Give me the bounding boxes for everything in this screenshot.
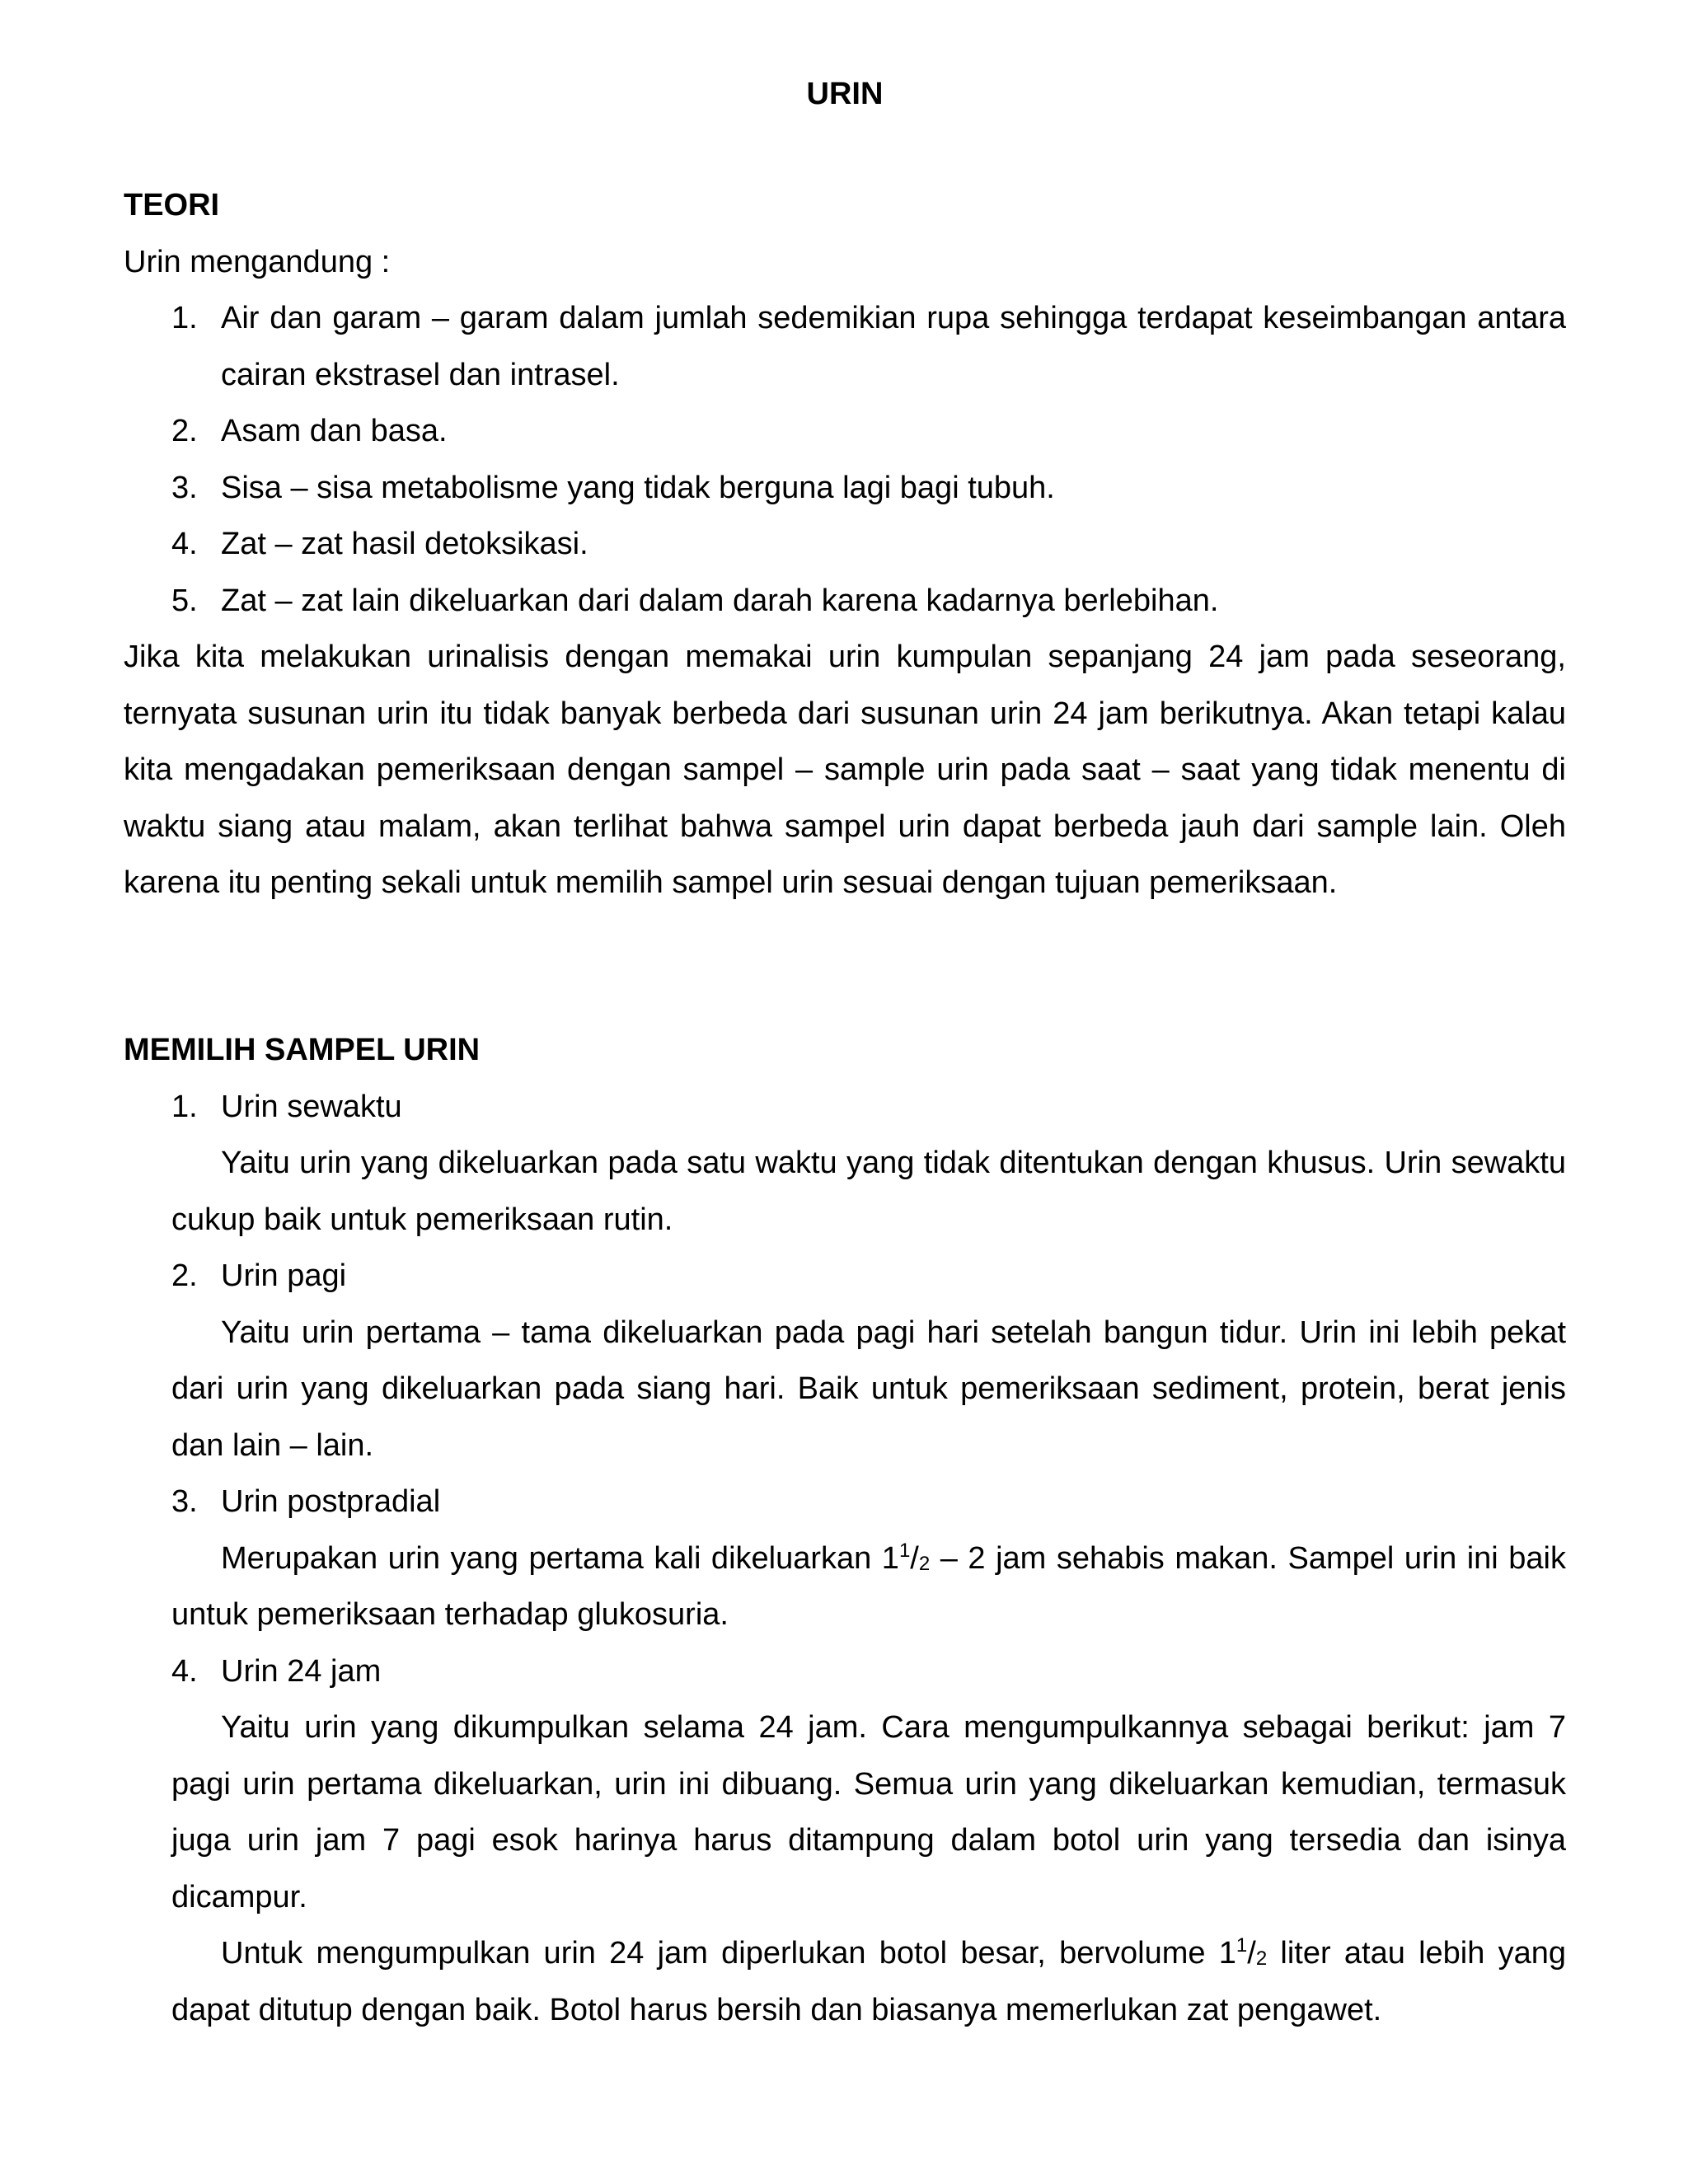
list-item bbox=[124, 460, 1566, 517]
list-item-label: Urin 24 jam bbox=[221, 1653, 382, 1689]
fraction-numerator: 1 bbox=[898, 1539, 911, 1562]
list-item-number: 3. bbox=[171, 1484, 198, 1519]
list-item-number: 2. bbox=[171, 414, 198, 448]
sample-description: Yaitu urin yang dikumpulkan selama 24 jam. Cara mengumpulkannya sebagai berikut: jam 7 pagi urin pertama dikeluarkan, urin ini dibuang. Semua urin yang dikeluarkan kemudian, termasuk juga urin jam 7 pagi esok harinya harus ditampung dalam botol urin yang tersedia dan isinya dicampur. bbox=[171, 1710, 1566, 1915]
list-item bbox=[124, 1474, 1566, 1530]
list-item-number: 1. bbox=[171, 301, 198, 335]
text-segment: Untuk mengumpulkan urin 24 jam diperlukan botol besar, bervolume 1 bbox=[221, 1936, 1236, 1971]
sample-description-continued bbox=[124, 1925, 1566, 2038]
list-item-text: Sisa – sisa metabolisme yang tidak berguna lagi bagi tubuh. bbox=[221, 470, 1055, 505]
list-item bbox=[124, 403, 1566, 460]
teori-list bbox=[124, 290, 1566, 629]
teori-intro: Urin mengandung : bbox=[124, 244, 391, 279]
teori-paragraph: Jika kita melakukan urinalisis dengan memakai urin kumpulan sepanjang 24 jam pada seseorang, ternyata susunan urin itu tidak banyak berbeda dari susunan urin 24 jam berikutnya. Akan tetapi kalau kita mengadakan pemeriksaan dengan sampel – sample urin pada saat – saat yang tidak menentu di waktu siang atau malam, akan terlihat bahwa sampel urin dapat berbeda jauh dari sample lain. Oleh karena itu penting sekali untuk memilih sampel urin sesuai dengan tujuan pemeriksaan. bbox=[124, 640, 1566, 900]
list-item-number: 2. bbox=[171, 1258, 198, 1293]
list-item-label: Urin pagi bbox=[221, 1258, 347, 1293]
document-title: URIN bbox=[806, 77, 884, 111]
list-item-text: Zat – zat hasil detoksikasi. bbox=[221, 527, 588, 561]
fraction-numerator: 1 bbox=[1236, 1934, 1248, 1957]
sample-type-4 bbox=[124, 1643, 1566, 2039]
list-item-label: Urin sewaktu bbox=[221, 1089, 402, 1124]
list-item-number: 4. bbox=[171, 527, 198, 561]
sample-description: Yaitu urin pertama – tama dikeluarkan pada pagi hari setelah bangun tidur. Urin ini lebih pekat dari urin yang dikeluarkan pada siang hari. Baik untuk pemeriksaan sediment, protein, berat jenis dan lain – lain. bbox=[171, 1315, 1566, 1463]
section-heading-teori: TEORI bbox=[124, 188, 220, 223]
list-item-text: Zat – zat lain dikeluarkan dari dalam darah karena kadarnya berlebihan. bbox=[221, 583, 1219, 618]
list-item-label: Urin postpradial bbox=[221, 1484, 441, 1519]
list-item bbox=[124, 1643, 1566, 1700]
list-item bbox=[124, 1079, 1566, 1136]
text-segment: liter atau lebih yang dapat ditutup dengan baik. Botol harus bersih dan biasanya memerlukan zat pengawet. bbox=[171, 1936, 1566, 2027]
text-segment: – 2 jam sehabis makan. Sampel urin ini baik untuk pemeriksaan terhadap glukosuria. bbox=[171, 1540, 1566, 1632]
list-item-text: Asam dan basa. bbox=[221, 414, 448, 448]
list-item bbox=[124, 290, 1566, 403]
list-item bbox=[124, 573, 1566, 630]
list-item-number: 1. bbox=[171, 1089, 198, 1124]
sample-type-1 bbox=[124, 1079, 1566, 1249]
list-item-text: Air dan garam – garam dalam jumlah sedemikian rupa sehingga terdapat keseimbangan antara cairan ekstrasel dan intrasel. bbox=[221, 301, 1566, 392]
list-item bbox=[124, 1248, 1566, 1305]
list-item-number: 5. bbox=[171, 583, 198, 618]
fraction-slash: / bbox=[1247, 1936, 1256, 1971]
list-item bbox=[124, 516, 1566, 573]
fraction-slash: / bbox=[910, 1540, 919, 1576]
section-heading-memilih-sampel: MEMILIH SAMPEL URIN bbox=[124, 1033, 481, 1067]
list-item-number: 3. bbox=[171, 470, 198, 505]
fraction-denominator: 2 bbox=[918, 1552, 931, 1575]
text-segment: Merupakan urin yang pertama kali dikeluarkan 1 bbox=[221, 1540, 899, 1576]
sample-description bbox=[124, 1530, 1566, 1643]
sample-type-3 bbox=[124, 1474, 1566, 1643]
section-memilih-sampel bbox=[124, 1022, 1566, 2038]
list-item-number: 4. bbox=[171, 1653, 198, 1689]
sample-type-2 bbox=[124, 1248, 1566, 1474]
section-teori bbox=[124, 177, 1566, 912]
fraction-denominator: 2 bbox=[1255, 1947, 1268, 1970]
sample-description: Yaitu urin yang dikeluarkan pada satu waktu yang tidak ditentukan dengan khusus. Urin sewaktu cukup baik untuk pemeriksaan rutin. bbox=[171, 1146, 1566, 1237]
